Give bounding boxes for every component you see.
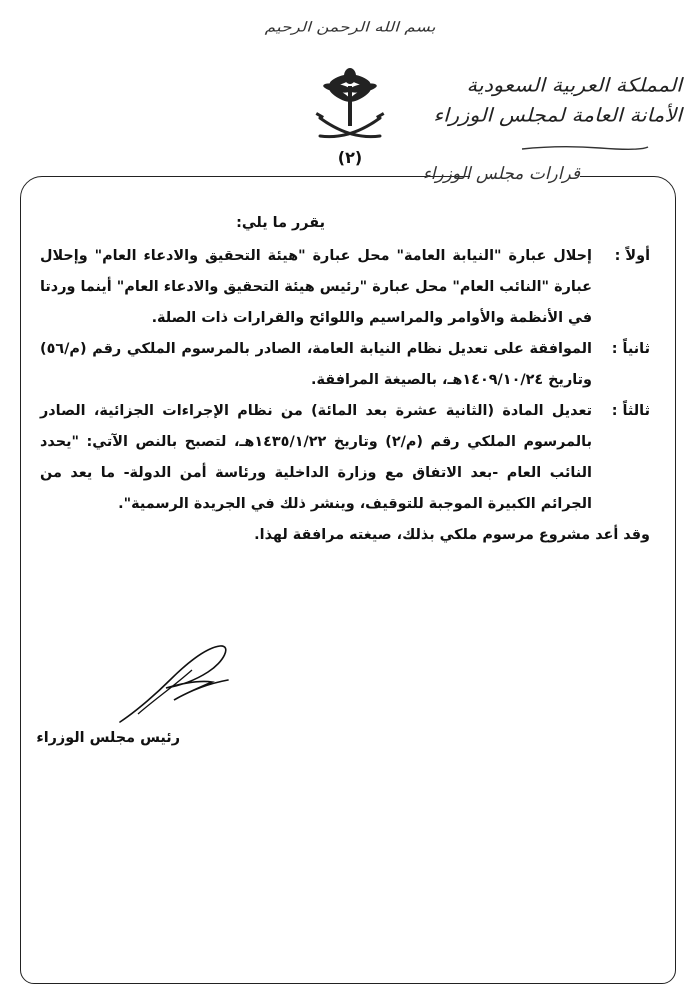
palm-and-swords-emblem-icon [310, 62, 390, 150]
council-decisions-label: قرارات مجلس الوزراء [422, 164, 580, 184]
clause-label: أولاً : [614, 248, 650, 264]
header-underline [520, 144, 650, 152]
clause-text: إحلال عبارة "النيابة العامة" محل عبارة "هيئة التحقيق والادعاء العام" وإحلال عبارة "النائب العام" محل عبارة "رئيس هيئة التحقيق والادعاء العام" أينما وردتا في الأنظمة والأوامر والمراسيم واللوائح والقرارات ذات الصلة. [40, 248, 592, 326]
clause-label: ثانياً : [611, 341, 650, 357]
clause-first [40, 241, 650, 334]
org-line-general-secretariat: الأمانة العامة لمجلس الوزراء [433, 104, 682, 126]
clause-third [40, 396, 650, 520]
org-line-kingdom: المملكة العربية السعودية [466, 74, 682, 96]
closing-statement: وقد أعد مشروع مرسوم ملكي بذلك، صيغته مرافقة لهذا. [254, 527, 650, 543]
clause-text: تعديل المادة (الثانية عشرة بعد المائة) من نظام الإجراءات الجزائية، الصادر بالمرسوم الملكي رقم (م/٢) وتاريخ ١٤٣٥/١/٢٢هـ، لتصبح بالنص الآتي: "يحدد النائب العام -بعد الاتفاق مع وزارة الداخلية ورئاسة أمن الدولة- ما يعد من الجرائم الكبيرة الموجبة للتوقيف، وينشر ذلك في الجريدة الرسمية". [40, 403, 592, 512]
signatory-title: رئيس مجلس الوزراء [36, 730, 180, 746]
basmala-calligraphy: بسم الله الرحمن الرحيم [264, 19, 436, 36]
clause-label: ثالثاً : [611, 403, 650, 419]
decision-heading: يقرر ما يلي: [236, 215, 325, 231]
page-number: (٢) [337, 148, 363, 167]
clause-second [40, 334, 650, 396]
handwritten-signature [108, 640, 238, 730]
clause-text: الموافقة على تعديل نظام النيابة العامة، الصادر بالمرسوم الملكي رقم (م/٥٦) وتاريخ ١٤٠٩/١٠/٢٤هـ، بالصيغة المرافقة. [40, 341, 592, 388]
decision-body [40, 208, 650, 551]
organization-header [433, 70, 682, 130]
